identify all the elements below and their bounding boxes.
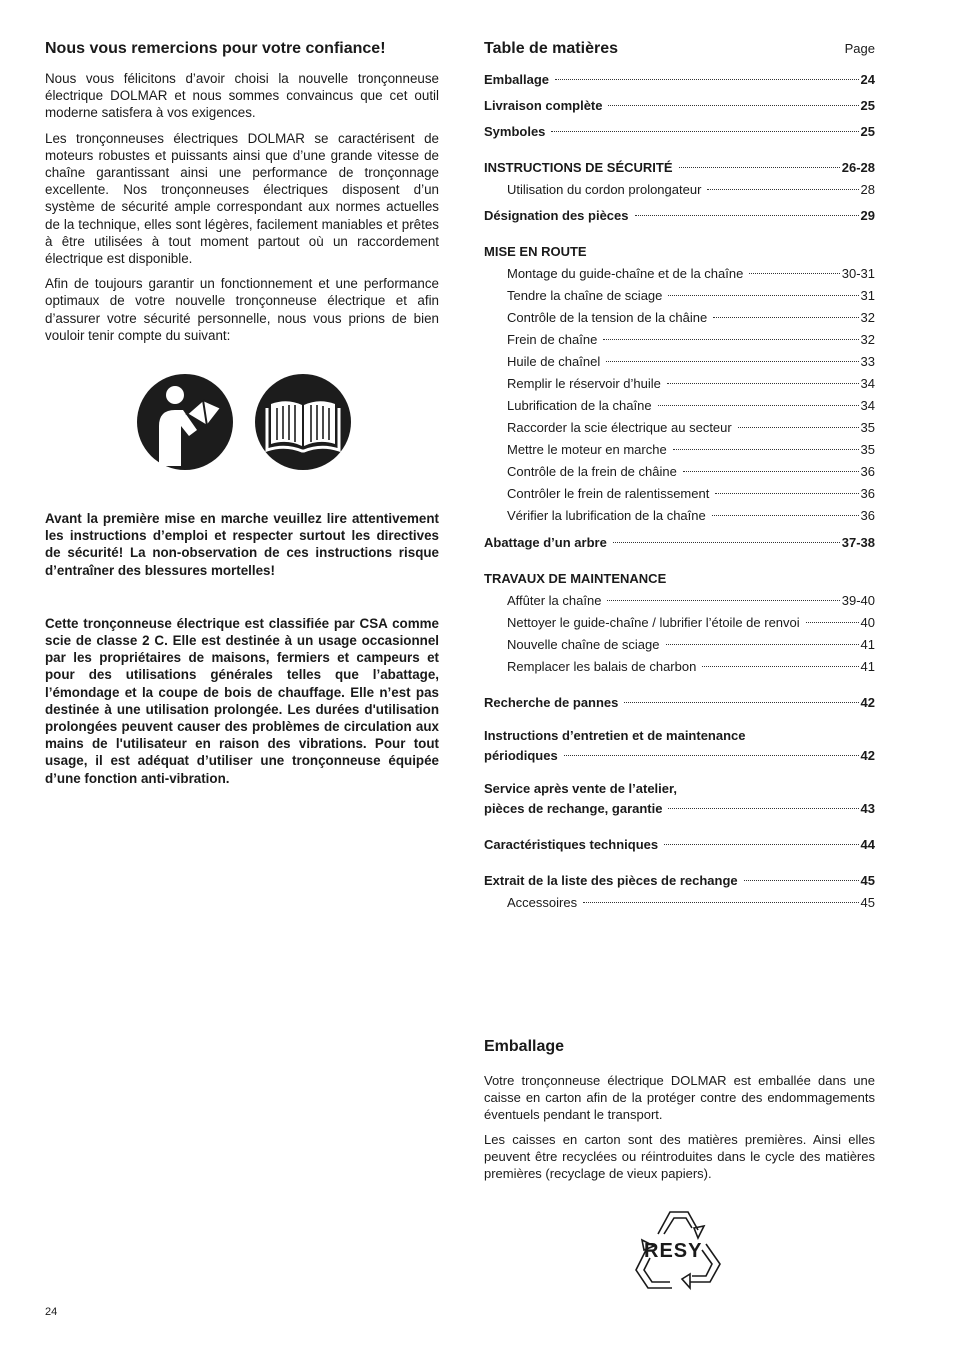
toc-entry[interactable]: Livraison complète 25 — [484, 98, 875, 113]
toc-entry[interactable]: Caractéristiques techniques 44 — [484, 837, 875, 852]
safety-symbols — [45, 374, 439, 486]
toc-title: Table de matières — [484, 40, 618, 57]
toc-subentry[interactable]: Raccorder la scie électrique au secteur 35 — [507, 420, 875, 435]
read-manual-person-icon — [137, 374, 233, 470]
read-instructions-warning: Avant la première mise en marche veuillez lire attentivement les instructions d’emploi et respecter surtout les directives de sécurité! La non-observation de ces instructions risque d’entraîner des blessures mortelles! — [45, 511, 439, 578]
toc-entry[interactable]: Abattage d’un arbre 37-38 — [484, 535, 875, 550]
toc-page-label: Page — [844, 41, 875, 56]
packaging-heading: Emballage — [484, 1038, 565, 1055]
toc-subentry[interactable]: Lubrification de la chaîne 34 — [507, 398, 875, 413]
toc-subentry[interactable]: Nouvelle chaîne de sciage 41 — [507, 637, 875, 652]
packaging-section — [484, 1038, 875, 1300]
toc-subentry[interactable]: Vérifier la lubrification de la chaîne 36 — [507, 508, 875, 523]
toc-subentry[interactable]: Montage du guide-chaîne et de la chaîne 30-31 — [507, 266, 875, 281]
toc-header — [484, 40, 875, 58]
toc-subentry[interactable]: Utilisation du cordon prolongateur 28 — [507, 182, 875, 197]
resy-logo-text: RESY — [644, 1240, 703, 1262]
toc-subentry[interactable]: Accessoires 45 — [507, 895, 875, 910]
guarantee-paragraph: Afin de toujours garantir un fonctionnement et une performance optimaux de votre nouvelle tronçonneuse électrique et afin d’assurer votre sécurité personnelle, nous vous prions de bien vouloir tenir compte du suivant: — [45, 276, 439, 343]
toc-entry[interactable]: périodiques 42 — [484, 748, 875, 763]
toc-entry[interactable]: Désignation des pièces 29 — [484, 208, 875, 223]
toc-subentry[interactable]: Huile de chaînel 33 — [507, 354, 875, 369]
toc-subentry[interactable]: Remplacer les balais de charbon 41 — [507, 659, 875, 674]
toc-subentry[interactable]: Contrôler le frein de ralentissement 36 — [507, 486, 875, 501]
csa-classification-notice: Cette tronçonneuse électrique est classifiée par CSA comme scie de classe 2 C. Elle est destinée à un usage occasionnel par les propriétaires de maisons, fermiers et campeurs et pour des utilisations générales telles que l’abattage, l’émondage et la coupe de bois de chauffage. Elle n’est pas destinée à une utilisation prolongée. Les durées d'utilisation prolongées peuvent causer des problèmes de circulation aux mains de l'utilisateur en raison des vibrations. Pour tout usage, il est adéquat d’utiliser une tronçonneuse équipée d’une fonction anti-vibration. — [45, 615, 439, 786]
toc-subentry[interactable]: Affûter la chaîne 39-40 — [507, 593, 875, 608]
toc-entry-line: Instructions d’entretien et de maintenance — [484, 728, 746, 743]
toc-entry-line: Service après vente de l’atelier, — [484, 781, 677, 796]
packaging-paragraph: Votre tronçonneuse électrique DOLMAR est emballée dans une caisse en carton afin de la protéger contre des endommagements éventuels pendant le transport. — [484, 1073, 875, 1122]
toc-section-heading: TRAVAUX DE MAINTENANCE — [484, 571, 667, 586]
toc-entry[interactable]: Symboles 25 — [484, 124, 875, 139]
table-of-contents — [484, 40, 875, 914]
toc-entry[interactable]: Extrait de la liste des pièces de rechange 45 — [484, 873, 875, 888]
intro-paragraph: Nous vous félicitons d’avoir choisi la nouvelle tronçonneuse électrique DOLMAR et nous sommes convaincus que cet outil moderne satisfera à vos exigences. — [45, 71, 439, 121]
toc-entry[interactable]: pièces de rechange, garantie 43 — [484, 801, 875, 816]
page-number: 24 — [45, 1306, 58, 1318]
toc-subentry[interactable]: Contrôle de la frein de châine 36 — [507, 464, 875, 479]
features-paragraph: Les tronçonneuses électriques DOLMAR se caractérisent de moteurs robustes et puissants ainsi que d’une grande vitesse de chaîne garantissant ainsi une performance de tronçonnage excellente. Nos tronçonneuses électriques disposent d’un système de sécurité ample correspondant aux normes actuelles de la technique, elles sont légères, facilement maniables et prêtes à être utilisées à tout moment partout où un raccordement électrique est disponible. — [45, 130, 439, 267]
toc-subentry[interactable]: Frein de chaîne 32 — [507, 332, 875, 347]
toc-section-heading: MISE EN ROUTE — [484, 244, 587, 259]
open-book-icon — [255, 374, 351, 470]
toc-subentry[interactable]: Contrôle de la tension de la châine 32 — [507, 310, 875, 325]
toc-subentry[interactable]: Remplir le réservoir d’huile 34 — [507, 376, 875, 391]
toc-entry[interactable]: Emballage 24 — [484, 72, 875, 87]
left-column — [45, 40, 439, 787]
toc-subentry[interactable]: Nettoyer le guide-chaîne / lubrifier l’étoile de renvoi 40 — [507, 615, 875, 630]
toc-subentry[interactable]: Mettre le moteur en marche 35 — [507, 442, 875, 457]
toc-entry[interactable]: INSTRUCTIONS DE SÉCURITÉ 26-28 — [484, 160, 875, 175]
toc-entry[interactable]: Recherche de pannes 42 — [484, 695, 875, 710]
recycling-paragraph: Les caisses en carton sont des matières premières. Ainsi elles peuvent être recyclées ou réintroduites dans le cycle des matières premières (recyclage de vieux papiers). — [484, 1132, 875, 1181]
resy-recycling-logo — [628, 1204, 724, 1300]
toc-subentry[interactable]: Tendre la chaîne de sciage 31 — [507, 288, 875, 303]
thanks-heading: Nous vous remercions pour votre confiance! — [45, 40, 386, 57]
